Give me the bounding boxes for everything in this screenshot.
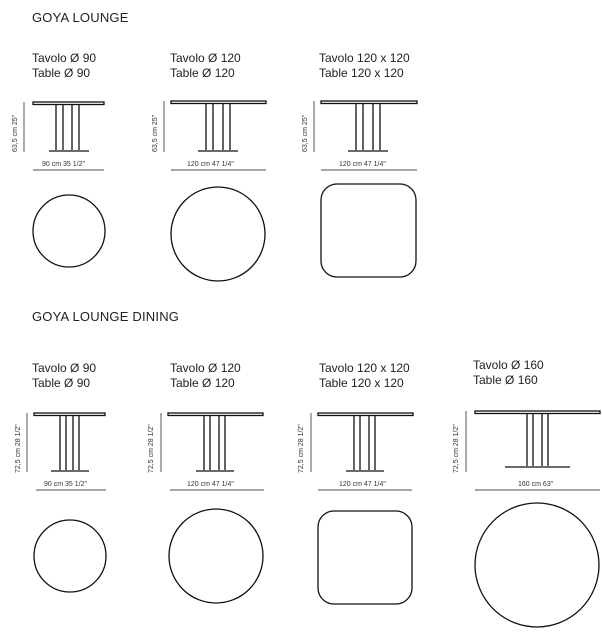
plan-round-top — [33, 195, 105, 267]
plan-square-top — [318, 511, 412, 604]
item-name-en: Table Ø 120 — [170, 376, 235, 390]
width-dimension: 120 cm 47 1/4" — [187, 161, 234, 168]
plan-square-top — [321, 184, 416, 277]
height-dimension: 63,5 cm 25" — [152, 114, 159, 152]
item-name-it: Tavolo Ø 90 — [32, 361, 97, 375]
width-dimension: 120 cm 47 1/4" — [339, 161, 386, 168]
item-name-it: Tavolo Ø 120 — [170, 51, 241, 65]
plan-round-top — [34, 520, 106, 592]
item-name-en: Table Ø 90 — [32, 66, 91, 80]
plan-round-top — [169, 509, 263, 603]
section-title-goya-lounge-dining: GOYA LOUNGE DINING — [32, 309, 180, 324]
elevation-drawing — [475, 411, 600, 467]
elevation-drawing — [34, 413, 105, 471]
width-dimension: 120 cm 47 1/4" — [187, 481, 234, 488]
item-name-it: Tavolo Ø 90 — [32, 51, 97, 65]
width-dimension: 120 cm 47 1/4" — [339, 481, 386, 488]
item-name-en: Table Ø 90 — [32, 376, 91, 390]
elevation-drawing — [318, 413, 413, 471]
elevation-drawing — [171, 101, 266, 151]
height-dimension: 72,5 cm 28 1/2" — [15, 424, 22, 473]
height-dimension: 72,5 cm 28 1/2" — [148, 424, 155, 473]
width-dimension: 160 cm 63" — [518, 481, 554, 488]
item-name-en: Table Ø 120 — [170, 66, 235, 80]
width-dimension: 90 cm 35 1/2" — [42, 161, 85, 168]
item-name-it: Tavolo Ø 120 — [170, 361, 241, 375]
height-dimension: 72,5 cm 28 1/2" — [298, 424, 305, 473]
section-title-goya-lounge: GOYA LOUNGE — [32, 10, 129, 25]
plan-round-top — [171, 187, 265, 281]
plan-round-top — [475, 503, 599, 627]
elevation-drawing — [321, 101, 417, 151]
height-dimension: 72,5 cm 28 1/2" — [453, 424, 460, 473]
item-name-it: Tavolo 120 x 120 — [319, 51, 410, 65]
item-name-en: Table 120 x 120 — [319, 376, 404, 390]
elevation-drawing — [168, 413, 263, 471]
item-name-it: Tavolo 120 x 120 — [319, 361, 410, 375]
elevation-drawing — [33, 102, 104, 151]
item-name-en: Table 120 x 120 — [319, 66, 404, 80]
height-dimension: 63,5 cm 25" — [302, 114, 309, 152]
item-name-en: Table Ø 160 — [473, 373, 538, 387]
item-name-it: Tavolo Ø 160 — [473, 358, 544, 372]
height-dimension: 63,5 cm 25" — [12, 114, 19, 152]
width-dimension: 90 cm 35 1/2" — [44, 481, 87, 488]
